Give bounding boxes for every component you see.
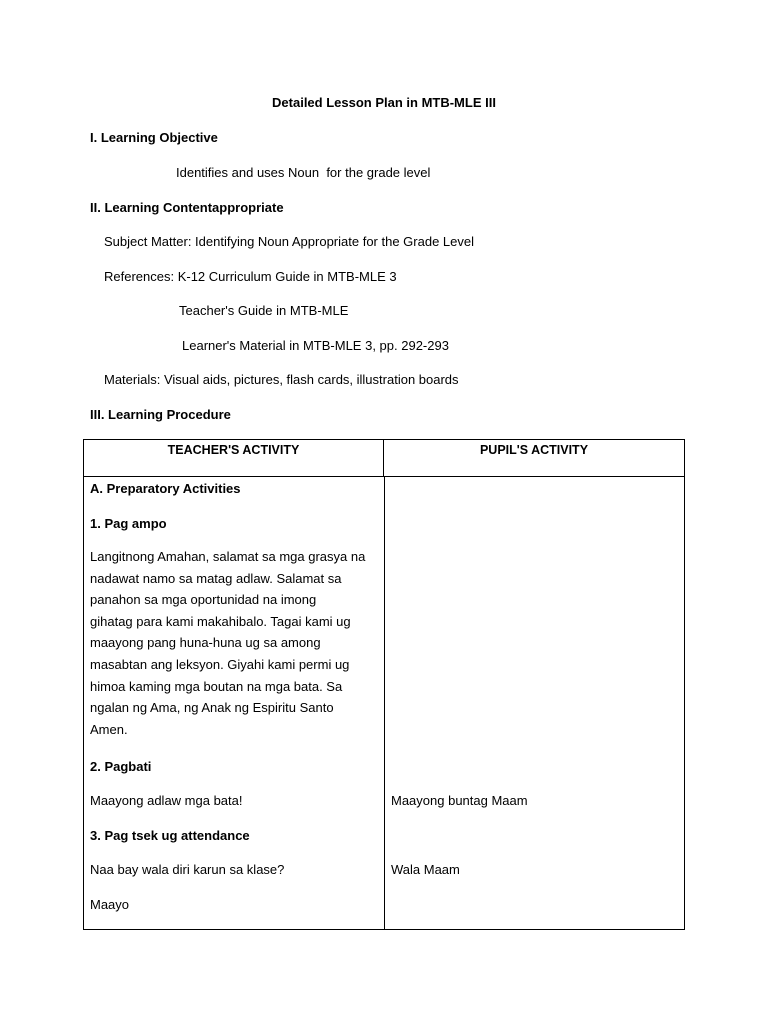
prayer-line: Langitnong Amahan, salamat sa mga grasya na [90,549,366,564]
objective-text: Identifies and uses Noun for the grade level [176,165,431,180]
attendance-teacher-text: Naa bay wala diri karun sa klase? [90,862,285,877]
greeting-teacher-text: Maayong adlaw mga bata! [90,793,243,808]
header-pupils-activity [384,440,684,477]
prayer-line: panahon sa mga oportunidad na imong [90,592,317,608]
prayer-line: himoa kaming mga boutan na mga bata. Sa [90,678,343,694]
preparatory-activities-heading: A. Preparatory Activities [90,481,241,496]
greeting-heading: 2. Pagbati [90,759,152,774]
column-divider [384,477,385,929]
prayer-line: gihatag para kami makahibalo. Tagai kami ug [90,613,351,629]
attendance-pupil-text: Wala Maam [391,862,460,877]
prayer-line: nadawat namo sa matag adlaw. Salamat sa [90,570,342,586]
prayer-line: Amen. [90,721,128,737]
prayer-line: maayong pang huna-huna ug sa among [90,635,321,651]
greeting-pupil-text: Maayong buntag Maam [391,793,528,808]
reference-curriculum-guide: References: K-12 Curriculum Guide in MTB-MLE 3 [104,269,397,284]
header-teachers-activity [84,440,384,477]
section-learning-content-heading: II. Learning Contentappropriate [90,200,284,215]
materials-text: Materials: Visual aids, pictures, flash cards, illustration boards [104,372,459,387]
closing-teacher-text: Maayo [90,897,130,912]
procedure-table [83,439,685,930]
reference-learners-material: Learner's Material in MTB-MLE 3, pp. 292-293 [182,338,449,353]
prayer-paragraph [90,546,380,740]
document-title: Detailed Lesson Plan in MTB-MLE III [272,95,496,110]
subject-matter-text: Subject Matter: Identifying Noun Appropriate for the Grade Level [104,234,474,249]
reference-teachers-guide: Teacher's Guide in MTB-MLE [179,303,349,318]
prayer-line: masabtan ang leksyon. Giyahi kami permi ug [90,656,350,672]
prayer-heading: 1. Pag ampo [90,516,167,531]
header-teachers-activity-label: TEACHER'S ACTIVITY [167,443,300,457]
attendance-heading: 3. Pag tsek ug attendance [90,828,250,843]
section-learning-objective-heading: I. Learning Objective [90,130,218,145]
prayer-line: ngalan ng Ama, ng Anak ng Espiritu Santo [90,700,334,716]
section-learning-procedure-heading: III. Learning Procedure [90,407,231,422]
header-pupils-activity-label: PUPIL'S ACTIVITY [479,443,589,457]
